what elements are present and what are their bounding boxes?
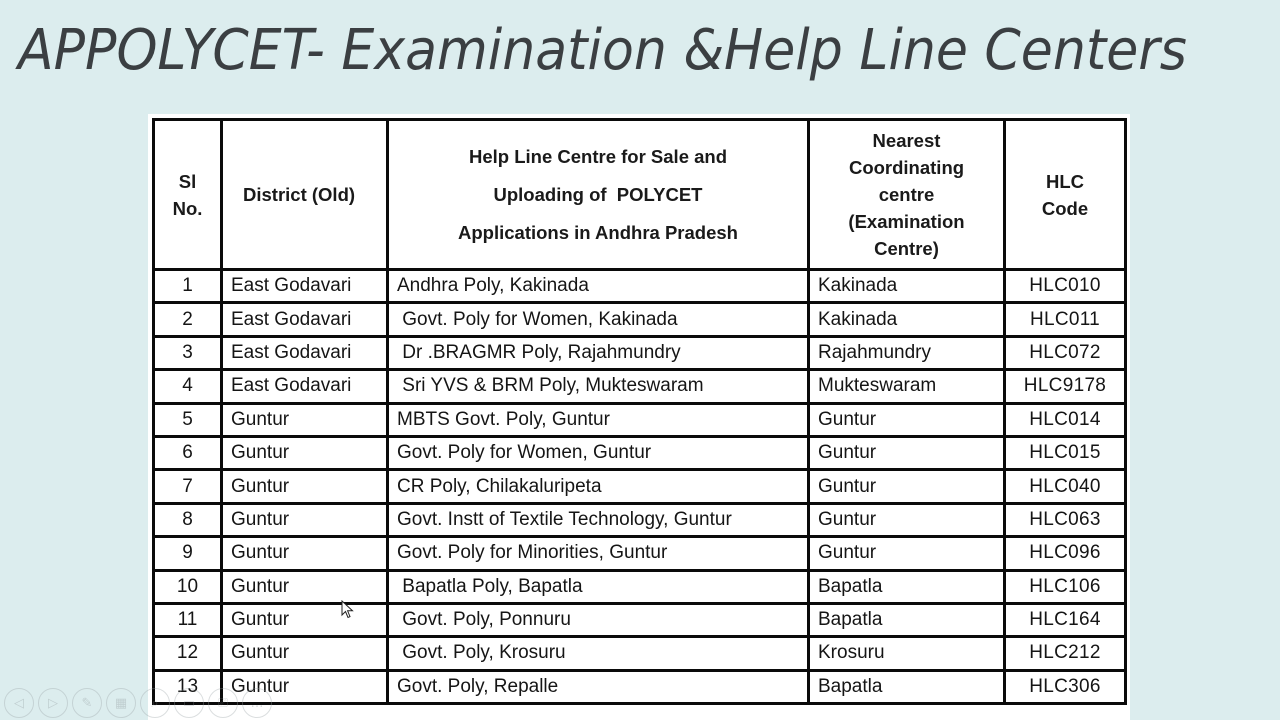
header-sl-no bbox=[154, 120, 222, 270]
hlc-code-cell: HLC306 bbox=[1005, 670, 1126, 703]
sl-no-cell: 4 bbox=[154, 370, 222, 403]
pen-icon[interactable]: ✎ bbox=[72, 688, 102, 718]
help-line-centre-cell: Govt. Poly for Women, Guntur bbox=[388, 436, 809, 469]
district-cell: Guntur bbox=[222, 570, 388, 603]
sl-no-cell: 6 bbox=[154, 436, 222, 469]
table-row bbox=[154, 336, 1126, 369]
table-row bbox=[154, 370, 1126, 403]
nearest-centre-cell: Kakinada bbox=[809, 303, 1005, 336]
next-slide-icon[interactable]: ▷ bbox=[38, 688, 68, 718]
help-line-centre-cell: Bapatla Poly, Bapatla bbox=[388, 570, 809, 603]
table-row bbox=[154, 270, 1126, 303]
district-cell: East Godavari bbox=[222, 270, 388, 303]
help-line-centre-cell: Govt. Instt of Textile Technology, Guntur bbox=[388, 503, 809, 536]
nearest-centre-cell: Krosuru bbox=[809, 637, 1005, 670]
table-header-row bbox=[154, 120, 1126, 270]
previous-slide-icon[interactable]: ◁ bbox=[4, 688, 34, 718]
district-cell: Guntur bbox=[222, 603, 388, 636]
table-row bbox=[154, 670, 1126, 703]
see-all-slides-icon[interactable]: ▦ bbox=[106, 688, 136, 718]
slide-title: APPOLYCET- Examination &Help Line Centers bbox=[18, 18, 1187, 83]
table-row bbox=[154, 537, 1126, 570]
nearest-centre-cell: Bapatla bbox=[809, 603, 1005, 636]
hlc-code-cell: HLC015 bbox=[1005, 436, 1126, 469]
header-district: District (Old) bbox=[222, 120, 388, 270]
sl-no-cell: 3 bbox=[154, 336, 222, 369]
nearest-centre-cell: Bapatla bbox=[809, 670, 1005, 703]
sl-no-cell: 11 bbox=[154, 603, 222, 636]
nearest-centre-cell: Kakinada bbox=[809, 270, 1005, 303]
sl-no-cell: 13 bbox=[154, 670, 222, 703]
district-cell: Guntur bbox=[222, 403, 388, 436]
help-line-centers-table-container bbox=[148, 114, 1130, 720]
table-row bbox=[154, 436, 1126, 469]
header-nearest-centre-line: Centre) bbox=[874, 238, 939, 259]
help-line-centre-cell: Dr .BRAGMR Poly, Rajahmundry bbox=[388, 336, 809, 369]
help-line-centre-cell: MBTS Govt. Poly, Guntur bbox=[388, 403, 809, 436]
help-line-centre-cell: Govt. Poly for Minorities, Guntur bbox=[388, 537, 809, 570]
hlc-code-cell: HLC106 bbox=[1005, 570, 1126, 603]
header-sl-no-line: Sl bbox=[178, 170, 197, 192]
camera-icon[interactable]: ⎚ bbox=[208, 688, 238, 718]
district-cell: Guntur bbox=[222, 637, 388, 670]
district-cell: Guntur bbox=[222, 503, 388, 536]
sl-no-cell: 12 bbox=[154, 637, 222, 670]
sl-no-cell: 10 bbox=[154, 570, 222, 603]
table-row bbox=[154, 303, 1126, 336]
table-row bbox=[154, 503, 1126, 536]
district-cell: Guntur bbox=[222, 436, 388, 469]
help-line-centre-cell: Andhra Poly, Kakinada bbox=[388, 270, 809, 303]
sl-no-cell: 8 bbox=[154, 503, 222, 536]
nearest-centre-cell: Bapatla bbox=[809, 570, 1005, 603]
district-cell: East Godavari bbox=[222, 336, 388, 369]
header-help-line-centre-line: Applications in Andhra Pradesh bbox=[458, 221, 738, 243]
hlc-code-cell: HLC063 bbox=[1005, 503, 1126, 536]
slideshow-controls bbox=[4, 688, 272, 718]
district-cell: Guntur bbox=[222, 670, 388, 703]
hlc-code-cell: HLC072 bbox=[1005, 336, 1126, 369]
table-row bbox=[154, 570, 1126, 603]
sl-no-cell: 2 bbox=[154, 303, 222, 336]
district-cell: East Godavari bbox=[222, 303, 388, 336]
nearest-centre-cell: Guntur bbox=[809, 470, 1005, 503]
table-body bbox=[154, 270, 1126, 704]
nearest-centre-cell: Guntur bbox=[809, 436, 1005, 469]
sl-no-cell: 9 bbox=[154, 537, 222, 570]
hlc-code-cell: HLC096 bbox=[1005, 537, 1126, 570]
help-line-centre-cell: Govt. Poly, Ponnuru bbox=[388, 603, 809, 636]
help-line-centers-table bbox=[152, 118, 1127, 705]
sl-no-cell: 1 bbox=[154, 270, 222, 303]
help-line-centre-cell: Govt. Poly for Women, Kakinada bbox=[388, 303, 809, 336]
nearest-centre-cell: Guntur bbox=[809, 537, 1005, 570]
header-nearest-centre-line: Coordinating bbox=[848, 157, 965, 178]
screen-icon[interactable]: ▭ bbox=[174, 688, 204, 718]
hlc-code-cell: HLC164 bbox=[1005, 603, 1126, 636]
header-nearest-centre-line: centre bbox=[878, 184, 935, 205]
header-help-line-centre bbox=[388, 120, 809, 270]
help-line-centre-cell: Govt. Poly, Repalle bbox=[388, 670, 809, 703]
zoom-icon[interactable]: ⌕ bbox=[140, 688, 170, 718]
header-hlc-code bbox=[1005, 120, 1126, 270]
nearest-centre-cell: Guntur bbox=[809, 403, 1005, 436]
help-line-centre-cell: Sri YVS & BRM Poly, Mukteswaram bbox=[388, 370, 809, 403]
nearest-centre-cell: Guntur bbox=[809, 503, 1005, 536]
more-options-icon[interactable]: … bbox=[242, 688, 272, 718]
header-nearest-centre bbox=[809, 120, 1005, 270]
hlc-code-cell: HLC212 bbox=[1005, 637, 1126, 670]
help-line-centre-cell: CR Poly, Chilakaluripeta bbox=[388, 470, 809, 503]
nearest-centre-cell: Rajahmundry bbox=[809, 336, 1005, 369]
nearest-centre-cell: Mukteswaram bbox=[809, 370, 1005, 403]
district-cell: East Godavari bbox=[222, 370, 388, 403]
hlc-code-cell: HLC9178 bbox=[1005, 370, 1126, 403]
header-nearest-centre-line: (Examination bbox=[848, 211, 965, 232]
header-sl-no-line: No. bbox=[172, 197, 203, 219]
header-help-line-centre-line: Uploading of POLYCET bbox=[493, 183, 703, 205]
header-hlc-code-line: Code bbox=[1041, 197, 1089, 219]
sl-no-cell: 5 bbox=[154, 403, 222, 436]
district-cell: Guntur bbox=[222, 537, 388, 570]
table-row bbox=[154, 403, 1126, 436]
header-hlc-code-line: HLC bbox=[1045, 170, 1085, 192]
table-row bbox=[154, 637, 1126, 670]
hlc-code-cell: HLC014 bbox=[1005, 403, 1126, 436]
table-row bbox=[154, 603, 1126, 636]
hlc-code-cell: HLC040 bbox=[1005, 470, 1126, 503]
district-cell: Guntur bbox=[222, 470, 388, 503]
sl-no-cell: 7 bbox=[154, 470, 222, 503]
hlc-code-cell: HLC011 bbox=[1005, 303, 1126, 336]
header-nearest-centre-line: Nearest bbox=[872, 130, 941, 151]
table-row bbox=[154, 470, 1126, 503]
hlc-code-cell: HLC010 bbox=[1005, 270, 1126, 303]
help-line-centre-cell: Govt. Poly, Krosuru bbox=[388, 637, 809, 670]
header-help-line-centre-line: Help Line Centre for Sale and bbox=[468, 145, 728, 167]
